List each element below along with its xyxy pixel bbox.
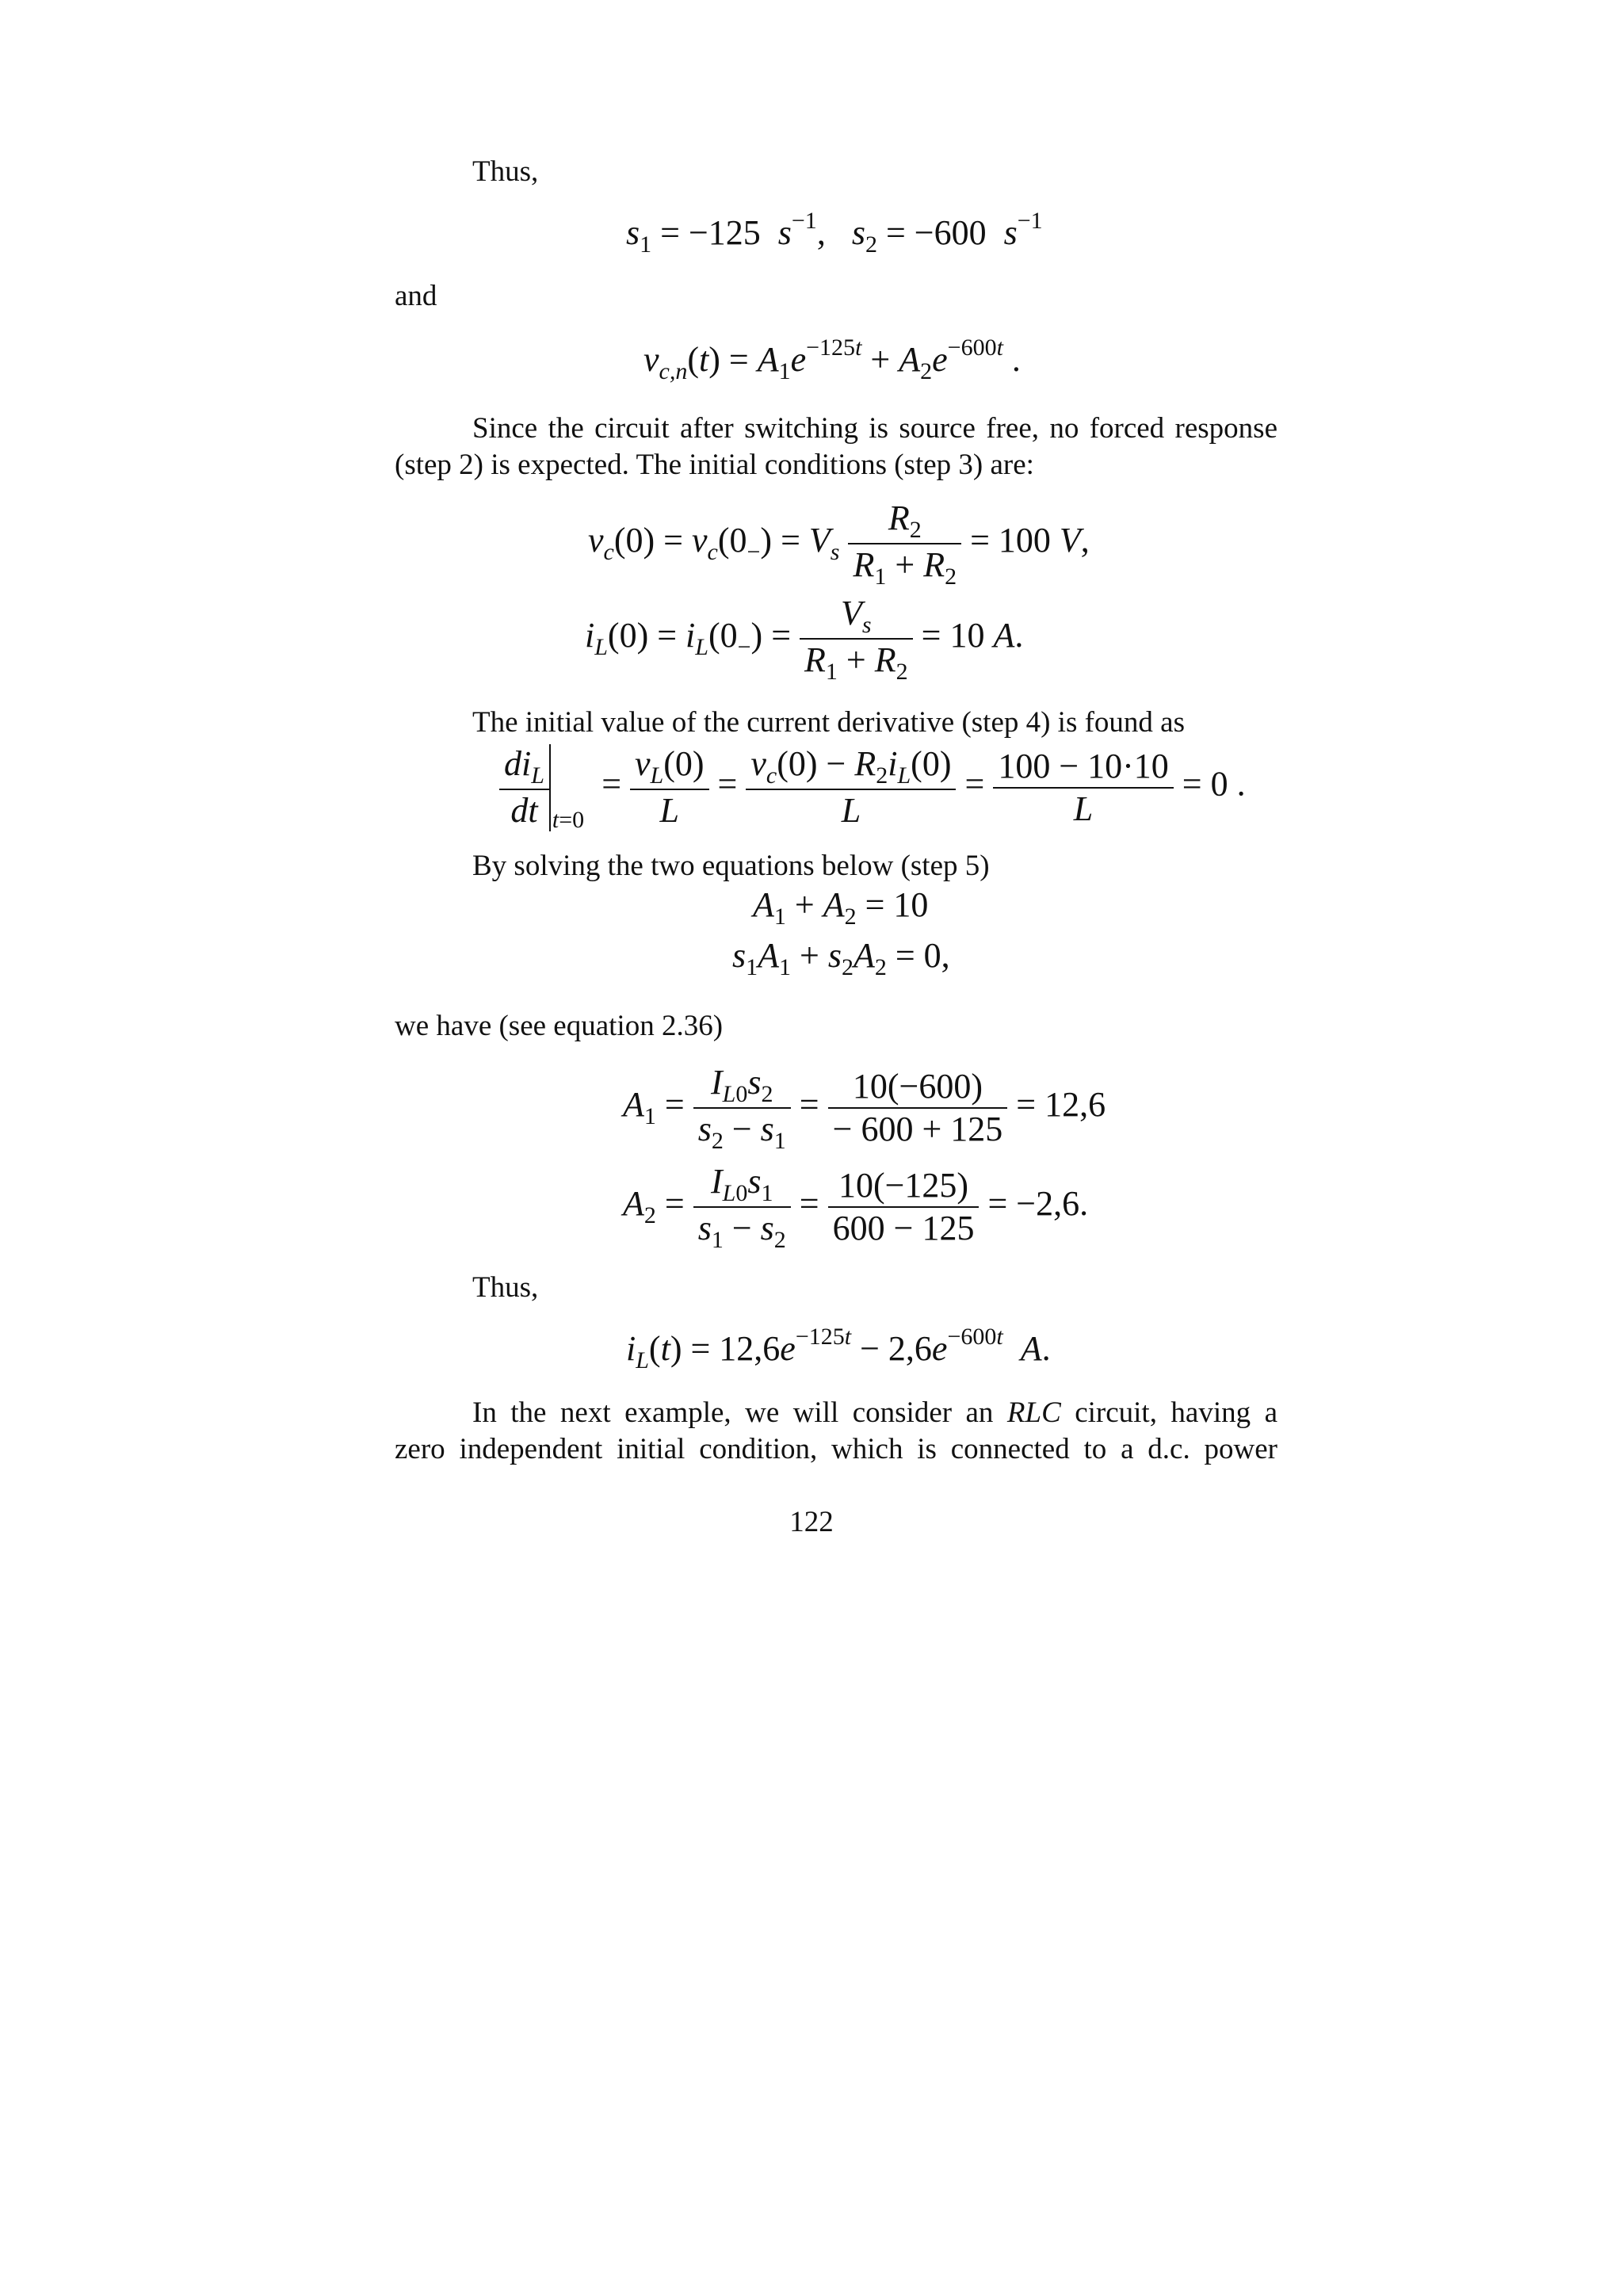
paragraph-line [395,1395,1277,1431]
paragraph-solving: By solving the two equations below (step 5) [472,850,990,882]
fraction: $\frac{R_2}{R_1 + R_2}$ [848,498,961,590]
fraction: $\frac{v_L(0)}{L}$ [630,743,709,831]
fraction: $\frac{100 - 10\cdot 10}{L}$ [993,746,1173,830]
paragraph-source-free [395,411,1277,483]
page-number: 122 [789,1506,834,1538]
fraction: $\frac{10(-600)}{- 600 + 125}$ [828,1066,1008,1150]
fraction: $\frac{I_{L0}s_1}{s_1 - s_2}$ [693,1161,791,1253]
paragraph-next-example [395,1395,1277,1468]
text-thus-2: Thus, [472,1271,539,1304]
equation-system-2: $s_1A_1 + s_2A_2 = 0$, [732,936,950,980]
text-we-have: we have (see equation 2.36) [395,1010,724,1042]
equation-vc0: $v_c(0) = v_c(0_-) = V_s$ $\frac{R_2}{R_1 + R_2}$ = 100 V, [588,499,1090,590]
paragraph-line: Since the circuit after switching is source free, no forced response [472,412,1277,445]
text-and: and [395,280,437,312]
equation-A2: $A_2$ = $\frac{I_{L0}s_1}{s_1 - s_2}$ = $\frac{10(-125)}{600 - 125}$ = −2,6. [623,1162,1089,1253]
equation-natural-response: $v_{c,n}(t) = A_1e^{-125t} + A_2e^{-600t}$ . [643,334,1021,384]
equation-iLt: $i_L(t) = 12,6e^{-125t} - 2,6e^{-600t}$ A. [626,1324,1051,1373]
fraction: $\frac{10(-125)}{600 - 125}$ [828,1165,980,1249]
fraction: $\frac{v_c(0) - R_2i_L(0)}{L}$ [746,743,956,831]
equation-derivative: $\frac{di_L}{dt}$ $_{t=0}$ = $\frac{v_L(0)}{L}$ = $\frac{v_c(0) - R_2i_L(0)}{L}$ = $\frac{100 - 10\cdot 10}{L}$ = 0 . [499,743,1246,831]
fraction: $\frac{V_s}{R_1 + R_2}$ [800,593,913,685]
equation-A1: $A_1$ = $\frac{I_{L0}s_2}{s_2 - s_1}$ = $\frac{10(-600)}{- 600 + 125}$ = 12,6 [623,1063,1106,1154]
fraction: $\frac{di_L}{dt}$ [499,743,549,831]
paragraph-derivative: The initial value of the current derivative (step 4) is found as [472,706,1186,739]
paragraph-line: zero independent initial condition, which is connected to a d.c. power [395,1433,1277,1465]
text-run: circuit, having a [1060,1396,1277,1429]
text-run: In the next example, we will consider an [472,1396,1007,1429]
equation-iL0: $i_L(0) = i_L(0_-)$ = $\frac{V_s}{R_1 + R_2}$ = 10 A. [585,594,1024,685]
fraction: $\frac{I_{L0}s_2}{s_2 - s_1}$ [693,1062,791,1154]
paragraph-line: (step 2) is expected. The initial conditions (step 3) are: [395,449,1034,481]
equation-roots: $s_1 = -125$ $s^{-1}$, $s_2 = -600$ $s^{-1}$ [626,208,1043,258]
text-rlc: RLC [1006,1396,1061,1429]
equation-system-1: $A_1 + A_2 = 10$ [753,885,929,930]
text-thus-1: Thus, [472,155,539,188]
